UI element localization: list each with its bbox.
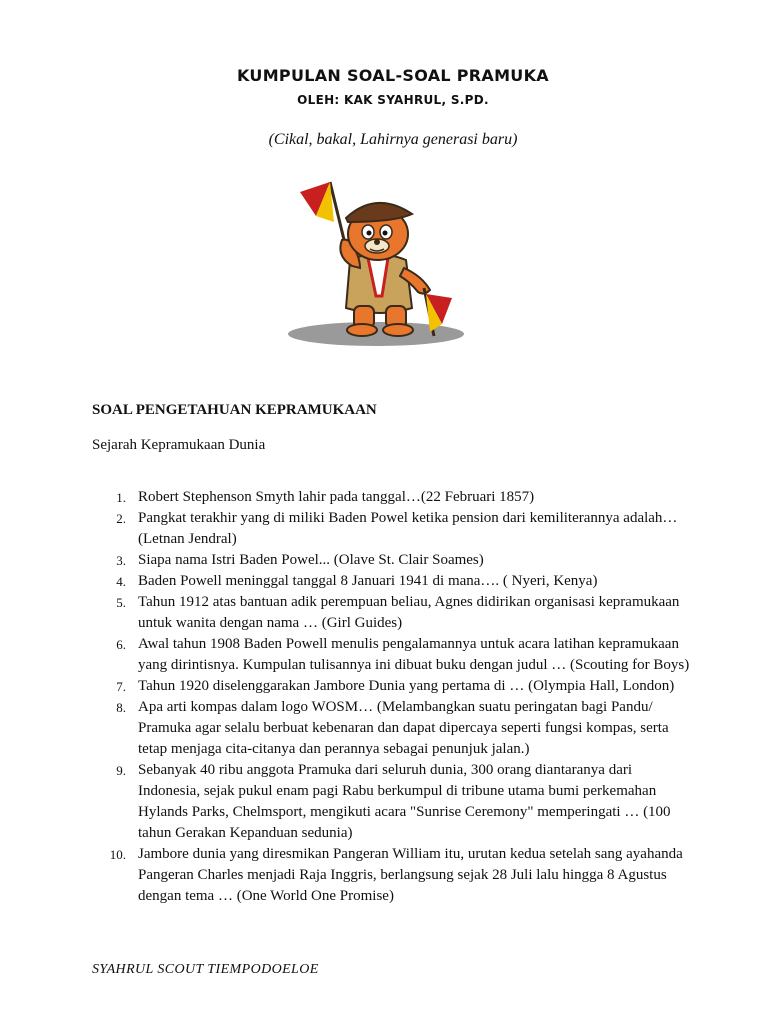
question-item bbox=[92, 487, 692, 508]
question-text: Robert Stephenson Smyth lahir pada tanggal…(22 Februari 1857) bbox=[138, 489, 535, 505]
question-text: Sebanyak 40 ribu anggota Pramuka dari seluruh dunia, 300 orang diantaranya dari Indonesia, sejak pukul enam pagi Rabu berkumpul di tribune utama bumi perkemahan Hylands Parks, Chelmsport, mengikuti acara "Sunrise Ceremony" memperingati … (100 tahun Gerakan Kepanduan sedunia) bbox=[138, 762, 671, 841]
question-item bbox=[92, 760, 692, 844]
question-text: Apa arti kompas dalam logo WOSM… (Melambangkan suatu peringatan bagi Pandu/ Pramuka agar selalu berbuat kebenaran dan dapat dipercaya seperti fungsi kompas, serta tetap menjaga cita-citanya dan perannya sebagai penunjuk jalan.) bbox=[138, 699, 669, 757]
question-number: 5. bbox=[116, 595, 126, 610]
document-tagline: (Cikal, bakal, Lahirnya generasi baru) bbox=[268, 131, 518, 148]
question-text: Tahun 1920 diselenggarakan Jambore Dunia yang pertama di … (Olympia Hall, London) bbox=[138, 678, 675, 694]
document-title: KUMPULAN SOAL-SOAL PRAMUKA bbox=[237, 66, 549, 85]
question-item bbox=[92, 676, 692, 697]
question-text: Pangkat terakhir yang di miliki Baden Powel ketika pension dari kemiliterannya adalah… (Letnan Jendral) bbox=[138, 510, 678, 547]
question-number: 1. bbox=[116, 490, 126, 505]
question-item bbox=[92, 508, 692, 550]
question-number: 4. bbox=[116, 574, 126, 589]
scout-mascot-illustration bbox=[284, 176, 484, 352]
question-item bbox=[92, 697, 692, 760]
question-number: 2. bbox=[116, 511, 126, 526]
question-item bbox=[92, 592, 692, 634]
mascot-right-foot bbox=[383, 324, 413, 336]
question-item bbox=[92, 571, 692, 592]
question-number: 8. bbox=[116, 700, 126, 715]
question-item bbox=[92, 550, 692, 571]
section-heading: SOAL PENGETAHUAN KEPRAMUKAAN bbox=[92, 402, 377, 418]
question-text: Siapa nama Istri Baden Powel... (Olave St. Clair Soames) bbox=[138, 552, 484, 568]
question-text: Jambore dunia yang diresmikan Pangeran William itu, urutan kedua setelah sang ayahanda Pangeran Charles menjadi Raja Inggris, berlangsung sejak 28 Juli lalu hingga 8 Agustus dengan tema … (One World One Promise) bbox=[138, 846, 683, 904]
question-number: 9. bbox=[116, 763, 126, 778]
mascot-left-foot bbox=[347, 324, 377, 336]
question-text: Baden Powell meninggal tanggal 8 Januari 1941 di mana…. ( Nyeri, Kenya) bbox=[138, 573, 598, 589]
page-footer: SYAHRUL SCOUT TIEMPODOELOE bbox=[92, 962, 319, 977]
question-list bbox=[92, 487, 692, 907]
document-author: OLEH: KAK SYAHRUL, S.PD. bbox=[297, 93, 489, 107]
question-number: 10. bbox=[109, 847, 126, 862]
section-subheading: Sejarah Kepramukaan Dunia bbox=[92, 437, 266, 453]
question-text: Awal tahun 1908 Baden Powell menulis pengalamannya untuk acara latihan kepramukaan yang dirintisnya. Kumpulan tulisannya ini dibuat buku dengan judul … (Scouting for Boys) bbox=[138, 636, 690, 673]
question-number: 7. bbox=[116, 679, 126, 694]
question-item bbox=[92, 844, 692, 907]
question-number: 3. bbox=[116, 553, 126, 568]
question-number: 6. bbox=[116, 637, 126, 652]
question-text: Tahun 1912 atas bantuan adik perempuan beliau, Agnes didirikan organisasi kepramukaan untuk wanita dengan nama … (Girl Guides) bbox=[138, 594, 680, 631]
question-item bbox=[92, 634, 692, 676]
